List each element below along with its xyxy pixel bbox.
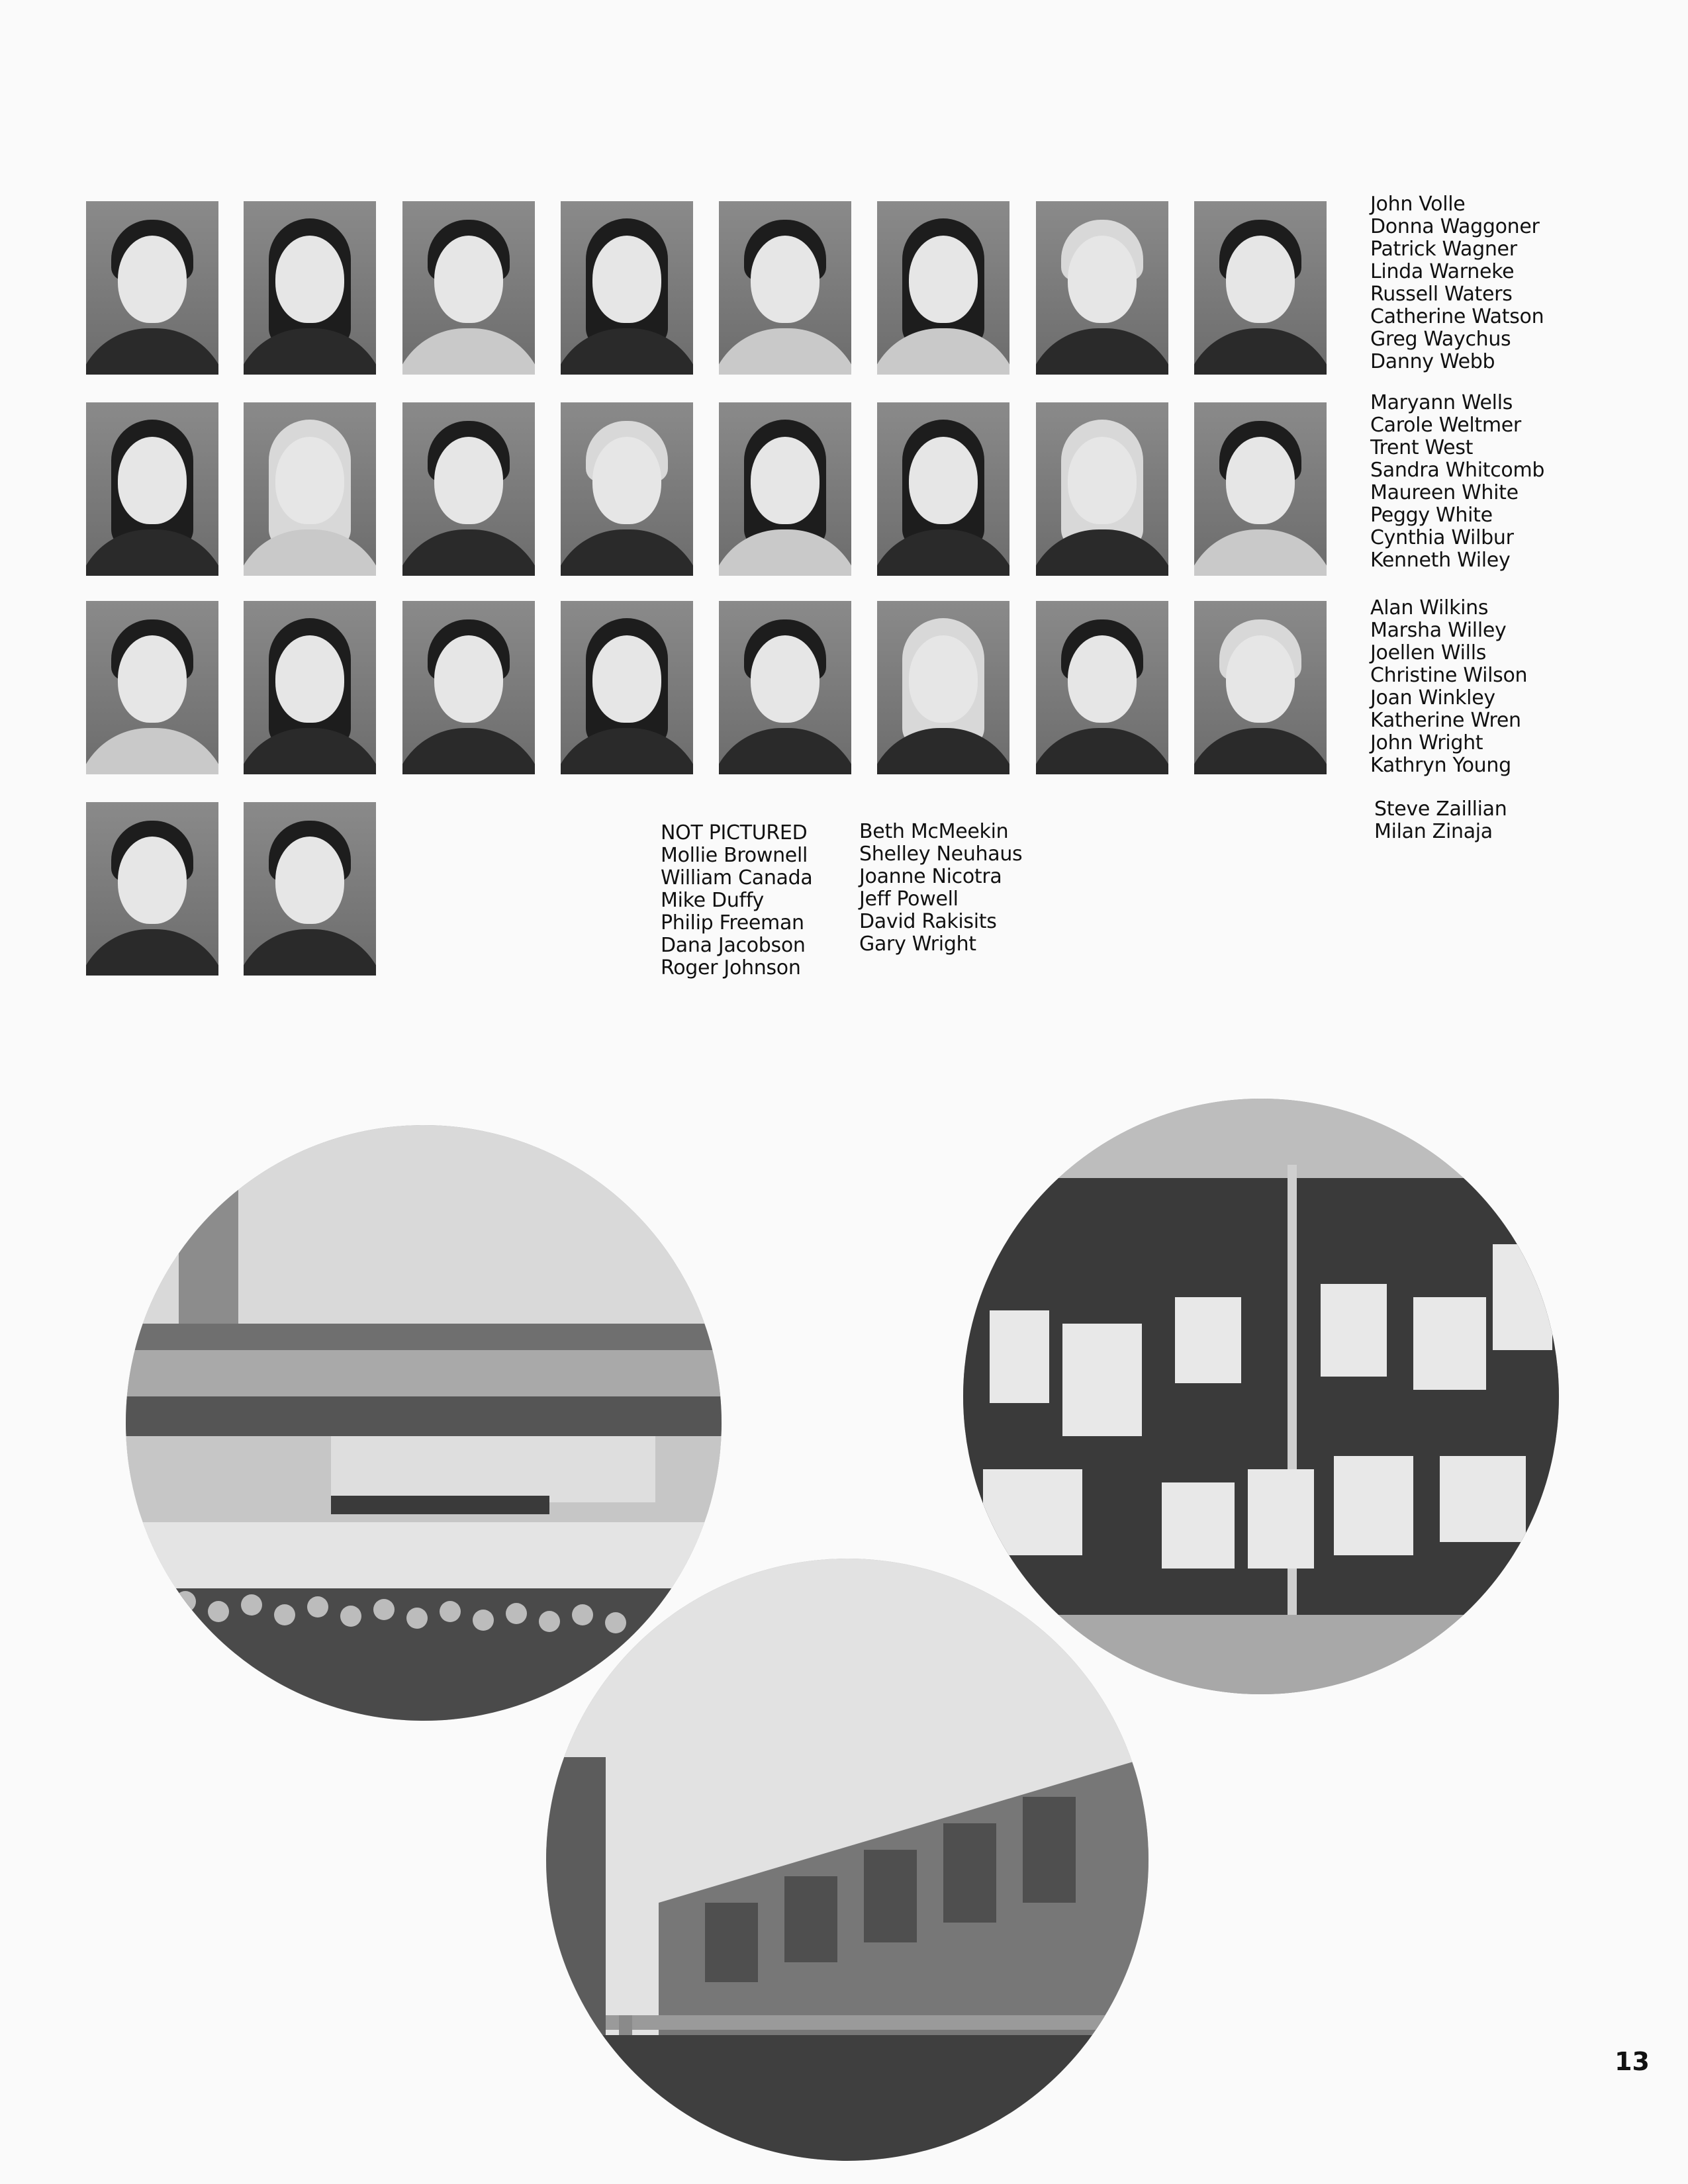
student-name: Gary Wright: [859, 933, 976, 956]
student-name: Shelley Neuhaus: [859, 842, 1023, 866]
student-name: Kenneth Wiley: [1370, 549, 1511, 572]
portrait-photo: [402, 201, 535, 375]
portrait-photo: [719, 201, 851, 375]
portrait-photo: [719, 402, 851, 576]
portrait-photo: [1194, 601, 1327, 774]
student-name: Steve Zaillian: [1374, 797, 1507, 821]
art-exhibit-photo: [963, 1099, 1559, 1694]
portrait-photo: [877, 402, 1009, 576]
student-name: Marsha Willey: [1370, 619, 1507, 642]
portrait-photo: [1036, 402, 1168, 576]
portrait-photo: [86, 201, 218, 375]
student-name: Patrick Wagner: [1370, 238, 1517, 261]
portrait-photo: [244, 601, 376, 774]
portrait-photo: [1036, 601, 1168, 774]
student-name: Peggy White: [1370, 504, 1493, 527]
portrait-photo: [719, 601, 851, 774]
portrait-photo: [86, 802, 218, 976]
student-name: Carole Weltmer: [1370, 414, 1521, 437]
roster-group-4: [1374, 798, 1507, 843]
roster-group-3: [1370, 597, 1527, 777]
student-name: Joan Winkley: [1370, 686, 1495, 709]
student-name: Jeff Powell: [859, 887, 959, 911]
student-name: Trent West: [1370, 436, 1474, 459]
student-name: Katherine Wren: [1370, 709, 1521, 732]
portrait-photo: [244, 201, 376, 375]
student-name: Dana Jacobson: [661, 934, 806, 957]
not-pictured-column-1: [661, 822, 812, 979]
student-name: Joanne Nicotra: [859, 865, 1002, 888]
portrait-photo: [244, 802, 376, 976]
portrait-photo: [561, 201, 693, 375]
portrait-photo: [86, 601, 218, 774]
page-number: 13: [1615, 2047, 1650, 2076]
student-name: Mollie Brownell: [661, 844, 808, 867]
building-exterior-photo: [546, 1559, 1149, 2161]
student-name: Philip Freeman: [661, 911, 804, 934]
student-name: Joellen Wills: [1370, 641, 1487, 664]
student-name: Cynthia Wilbur: [1370, 526, 1514, 549]
portrait-photo: [86, 402, 218, 576]
student-name: Sandra Whitcomb: [1370, 459, 1545, 482]
portrait-photo: [1036, 201, 1168, 375]
student-name: Maryann Wells: [1370, 391, 1513, 414]
student-name: David Rakisits: [859, 910, 997, 933]
student-name: Danny Webb: [1370, 350, 1495, 373]
portrait-photo: [1194, 201, 1327, 375]
student-name: Mike Duffy: [661, 889, 764, 912]
courtyard-assembly-photo: [126, 1125, 722, 1721]
portrait-photo: [244, 402, 376, 576]
student-name: Donna Waggoner: [1370, 215, 1540, 238]
student-name: Maureen White: [1370, 481, 1519, 504]
roster-group-1: [1370, 193, 1544, 373]
student-name: John Volle: [1370, 193, 1466, 216]
student-name: Roger Johnson: [661, 956, 801, 979]
not-pictured-column-2: [859, 821, 1022, 956]
student-name: Kathryn Young: [1370, 754, 1511, 777]
portrait-photo: [1194, 402, 1327, 576]
student-name: Alan Wilkins: [1370, 596, 1489, 619]
student-name: William Canada: [661, 866, 813, 889]
portrait-photo: [402, 402, 535, 576]
student-name: Greg Waychus: [1370, 328, 1511, 351]
portrait-photo: [561, 601, 693, 774]
student-name: Christine Wilson: [1370, 664, 1528, 687]
student-name: Russell Waters: [1370, 283, 1513, 306]
portrait-photo: [561, 402, 693, 576]
student-name: Linda Warneke: [1370, 260, 1515, 283]
student-name: John Wright: [1370, 731, 1483, 754]
portrait-photo: [877, 201, 1009, 375]
not-pictured-heading: NOT PICTURED: [661, 821, 808, 844]
student-name: Milan Zinaja: [1374, 820, 1493, 843]
roster-group-2: [1370, 392, 1544, 572]
portrait-photo: [402, 601, 535, 774]
student-name: Catherine Watson: [1370, 305, 1544, 328]
portrait-photo: [877, 601, 1009, 774]
student-name: Beth McMeekin: [859, 820, 1009, 843]
